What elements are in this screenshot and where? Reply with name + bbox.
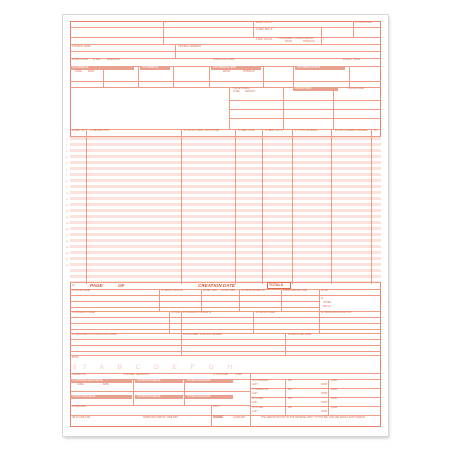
line-number: 1 <box>66 139 68 141</box>
line-number: 18 <box>66 241 69 243</box>
rule <box>235 129 236 284</box>
attending-first: FIRST <box>321 384 328 386</box>
non-covered-header: 48 NON-COVERED CHARGES <box>335 130 368 132</box>
service-line-grid <box>70 137 381 282</box>
rule <box>70 317 381 318</box>
field-6-label: 6 STATEMENT COVERS PERIOD <box>278 38 314 40</box>
rule <box>70 37 381 38</box>
line-number: 21 <box>66 259 69 261</box>
rule <box>250 406 381 407</box>
field-6-from: FROM <box>285 41 292 43</box>
insured-unique-id-label: 60 INSURED'S UNIQUE ID <box>183 312 212 314</box>
document-control-label: 64 DOCUMENT CONTROL NUMBER <box>183 334 222 336</box>
reason-dx-label: 70 PATIENT REASON DX <box>123 374 150 376</box>
patient-name-label: 8 PATIENT NAME <box>72 46 91 48</box>
rule <box>201 289 202 311</box>
rule <box>184 379 185 405</box>
operating-qual: QUAL <box>331 389 338 391</box>
other-79-label: 79 OTHER <box>252 407 264 409</box>
span-through-sub: THROUGH <box>243 71 255 73</box>
insurance-group-no-label: 62 INSURANCE GROUP NO. <box>321 312 352 314</box>
rule <box>133 379 134 405</box>
hcpcs-header: 44 HCPCS / RATE / HIPPS CODE <box>184 130 220 132</box>
line-number: 10 <box>66 193 69 195</box>
rule <box>333 87 334 129</box>
creation-date-label: CREATION DATE <box>198 283 236 288</box>
other-procedure-bar-b: OTHER PROCEDURE <box>185 379 233 383</box>
line-number: 17 <box>66 235 69 237</box>
rule <box>328 379 329 415</box>
operating-label: 77 OPERATING <box>252 389 269 391</box>
birthdate-label: 10 BIRTHDATE <box>72 59 88 61</box>
rule <box>263 66 264 87</box>
rule <box>229 100 381 101</box>
occurrence-header-bar-2: OCCURRENCE <box>140 66 170 70</box>
other-sub-label: OTHER <box>323 302 332 304</box>
field-3a-label: 3a PAT. CNTL # <box>256 22 273 24</box>
other-procedure-bar-a: OTHER PROCEDURE <box>135 379 183 383</box>
other-procedure-bar-e: OTHER PROCEDURE <box>185 395 233 399</box>
field-6-through: THROUGH <box>303 41 315 43</box>
rule <box>70 329 381 330</box>
line-number: 11 <box>66 199 69 201</box>
rev-cd-header: 42 REV. CD. <box>72 130 85 132</box>
dx-label: 66 DX <box>72 357 79 359</box>
est-amount-due-label: 55 EST. AMOUNT DUE <box>283 290 307 292</box>
other-78-qual: QUAL <box>331 398 338 400</box>
line-number: 6 <box>66 169 68 171</box>
line-number: 19 <box>66 247 69 249</box>
value-codes-label-c: VALUE CODES <box>348 88 365 90</box>
rule <box>250 397 381 398</box>
nubc-logo: NUBC <box>213 415 224 419</box>
value-code-sub: CODE <box>233 91 240 93</box>
rule <box>103 66 104 87</box>
principal-procedure-bar: 74 PRINCIPAL PROCEDURE <box>70 379 132 383</box>
line-number: 4 <box>66 157 68 159</box>
serv-date-header: 45 SERV. DATE <box>238 130 255 132</box>
diagnosis-code-row: 67 A B C D E F G H <box>73 364 239 371</box>
attending-label: 76 ATTENDING <box>252 380 269 382</box>
procedure-code-sub: CODE <box>77 384 84 386</box>
line-number: 14 <box>66 217 69 219</box>
rule <box>181 311 182 333</box>
rule <box>70 339 381 340</box>
line-number: 20 <box>66 253 69 255</box>
rule <box>281 289 282 311</box>
rule <box>209 66 210 87</box>
admit-dx-label: 69 ADMIT DX <box>72 374 86 376</box>
rule <box>173 66 174 87</box>
rule <box>70 405 250 406</box>
insured-name-label: 58 INSURED'S NAME <box>72 312 95 314</box>
rule <box>250 388 381 389</box>
other-78-last: LAST <box>252 402 258 404</box>
attending-npi: NPI <box>288 380 292 382</box>
group-name-label: 61 GROUP NAME <box>256 312 275 314</box>
health-plan-id-label: 51 HEALTH PLAN ID <box>161 290 183 292</box>
rule <box>70 355 381 356</box>
treatment-auth-label: 63 TREATMENT AUTHORIZATION CODES <box>72 334 117 336</box>
rule <box>319 311 320 333</box>
rule <box>292 129 293 284</box>
cc-label: 81CC <box>213 406 219 408</box>
page-label: PAGE <box>90 283 103 288</box>
asg-ben-label: 53 ASG. BEN. <box>221 290 236 292</box>
payer-name-label: 50 PAYER NAME <box>72 290 90 292</box>
other-79-npi: NPI <box>288 407 292 409</box>
rule <box>229 87 230 129</box>
serv-units-header: 46 SERV. UNITS <box>265 130 283 132</box>
value-codes-label-a: VALUE CODES <box>233 88 250 90</box>
acdt-state-label: 29 ACDT STATE <box>343 59 360 61</box>
line-number: 7 <box>66 175 68 177</box>
rule <box>285 333 286 355</box>
other-79-qual: QUAL <box>331 407 338 409</box>
prior-payments-label: 54 PRIOR PAYMENTS <box>241 290 265 292</box>
value-codes-bar: VALUE CODES <box>293 87 338 91</box>
operating-last: LAST <box>252 393 258 395</box>
line-number: 13 <box>66 211 69 213</box>
operating-first: FIRST <box>321 393 328 395</box>
rule <box>159 289 160 311</box>
rule <box>175 44 176 58</box>
rule <box>321 27 325 44</box>
rule <box>211 405 212 427</box>
rule <box>86 129 87 284</box>
other-78-label: 78 OTHER <box>252 398 264 400</box>
rule <box>239 289 240 311</box>
other-procedure-bar-d: OTHER PROCEDURE <box>135 395 183 399</box>
field-57-label: 57 <box>321 298 324 300</box>
attending-qual: QUAL <box>331 380 338 382</box>
line-number: 9 <box>66 187 68 189</box>
pps-code-label: 71 PPS CODE <box>213 374 229 376</box>
rule <box>70 415 381 416</box>
rule <box>353 21 354 37</box>
rule <box>229 118 381 119</box>
rule <box>169 311 170 333</box>
row-numbers <box>66 137 72 269</box>
rule <box>70 391 250 392</box>
rule <box>285 379 286 415</box>
span-from-sub: FROM <box>223 71 230 73</box>
col-49-header: 49 <box>374 130 377 132</box>
field-4-label: 4 TYPE OF BILL <box>355 22 373 24</box>
line-number: 3 <box>66 151 68 153</box>
eci-label: 72 ECI <box>235 374 243 376</box>
rule <box>181 129 182 284</box>
rule <box>163 21 167 44</box>
condition-codes-label: CONDITION CODES <box>213 59 235 61</box>
rel-info-label: 52 REL. INFO <box>203 290 218 292</box>
other-78-npi: NPI <box>288 398 292 400</box>
occurrence-code-sub: CODE <box>75 71 82 73</box>
occurrence-span-bar-2: OCCURRENCE SPAN <box>295 66 345 70</box>
other-79-first: FIRST <box>321 411 328 413</box>
rule <box>253 311 254 333</box>
rule <box>253 21 254 37</box>
claim-form-sheet <box>63 15 388 436</box>
omb-approval: APPROVED OMB NO. 0938-0997 <box>143 417 178 419</box>
rule <box>70 345 381 346</box>
other-procedure-bar-c: OTHER PROCEDURE <box>70 395 132 399</box>
rule <box>70 351 381 352</box>
field-2-label: 2 <box>165 22 167 24</box>
rule <box>293 66 294 87</box>
rule <box>262 129 263 284</box>
line-number: 2 <box>66 145 68 147</box>
line-number: 15 <box>66 223 69 225</box>
rule <box>70 81 381 82</box>
sex-label: 11 SEX <box>93 59 101 61</box>
occurrence-date-sub: DATE <box>88 71 94 73</box>
of-label: OF <box>118 283 125 288</box>
rule <box>70 307 320 308</box>
npi-56-label: 56 NPI <box>321 290 329 292</box>
line-number: 12 <box>66 205 69 207</box>
certification-note: THE CERTIFICATIONS ON THE REVERSE APPLY TO THIS BILL AND ARE MADE A PART HEREOF. <box>261 417 366 419</box>
patient-address-label: 9 PATIENT ADDRESS <box>178 46 201 48</box>
rule <box>70 323 381 324</box>
rule <box>319 289 320 311</box>
license-number: LIC9213257 <box>233 417 246 419</box>
line-number: 16 <box>66 229 69 231</box>
field-7-label: 7 <box>323 39 325 41</box>
occurrence-span-bar: OCCURRENCE SPAN <box>211 66 261 70</box>
line-number: 22 <box>66 265 69 267</box>
rule <box>181 333 182 355</box>
remarks-label: 80 REMARKS <box>72 406 87 408</box>
rule <box>229 109 381 110</box>
rule <box>70 27 381 28</box>
line-number: 5 <box>66 163 68 165</box>
prv-id-label: PRV ID <box>323 306 331 308</box>
rule <box>70 301 320 302</box>
description-header: 43 DESCRIPTION <box>90 130 109 132</box>
employer-name-label: 65 EMPLOYER NAME <box>288 334 312 336</box>
occurrence-header-bar: OCCURRENCE <box>70 66 134 70</box>
admission-label: ADMISSION <box>107 59 120 61</box>
row-23-number: 23 <box>72 285 75 287</box>
procedure-date-sub: DATE <box>103 384 109 386</box>
field-5-label: 5 FED. TAX NO. <box>256 39 273 41</box>
rule <box>349 66 350 87</box>
attending-last: LAST <box>252 384 258 386</box>
rule <box>70 295 381 296</box>
total-charges-header: 47 TOTAL CHARGES <box>295 130 318 132</box>
rule <box>250 373 251 427</box>
rule <box>70 44 381 45</box>
rule <box>371 129 372 284</box>
value-amount-sub: AMOUNT <box>245 91 255 93</box>
p-rel-label: 59 P.REL <box>171 312 181 314</box>
other-78-first: FIRST <box>321 402 328 404</box>
rule <box>283 87 284 129</box>
rule <box>331 129 332 284</box>
other-79-last: LAST <box>252 411 258 413</box>
line-number: 8 <box>66 181 68 183</box>
field-3b-label: b. MED. REC. # <box>256 29 273 31</box>
form-id: UB-04 CMS-1450 <box>72 417 91 419</box>
rule <box>138 66 139 87</box>
rule <box>70 51 381 52</box>
totals-box: TOTALS <box>267 282 291 289</box>
operating-npi: NPI <box>288 389 292 391</box>
